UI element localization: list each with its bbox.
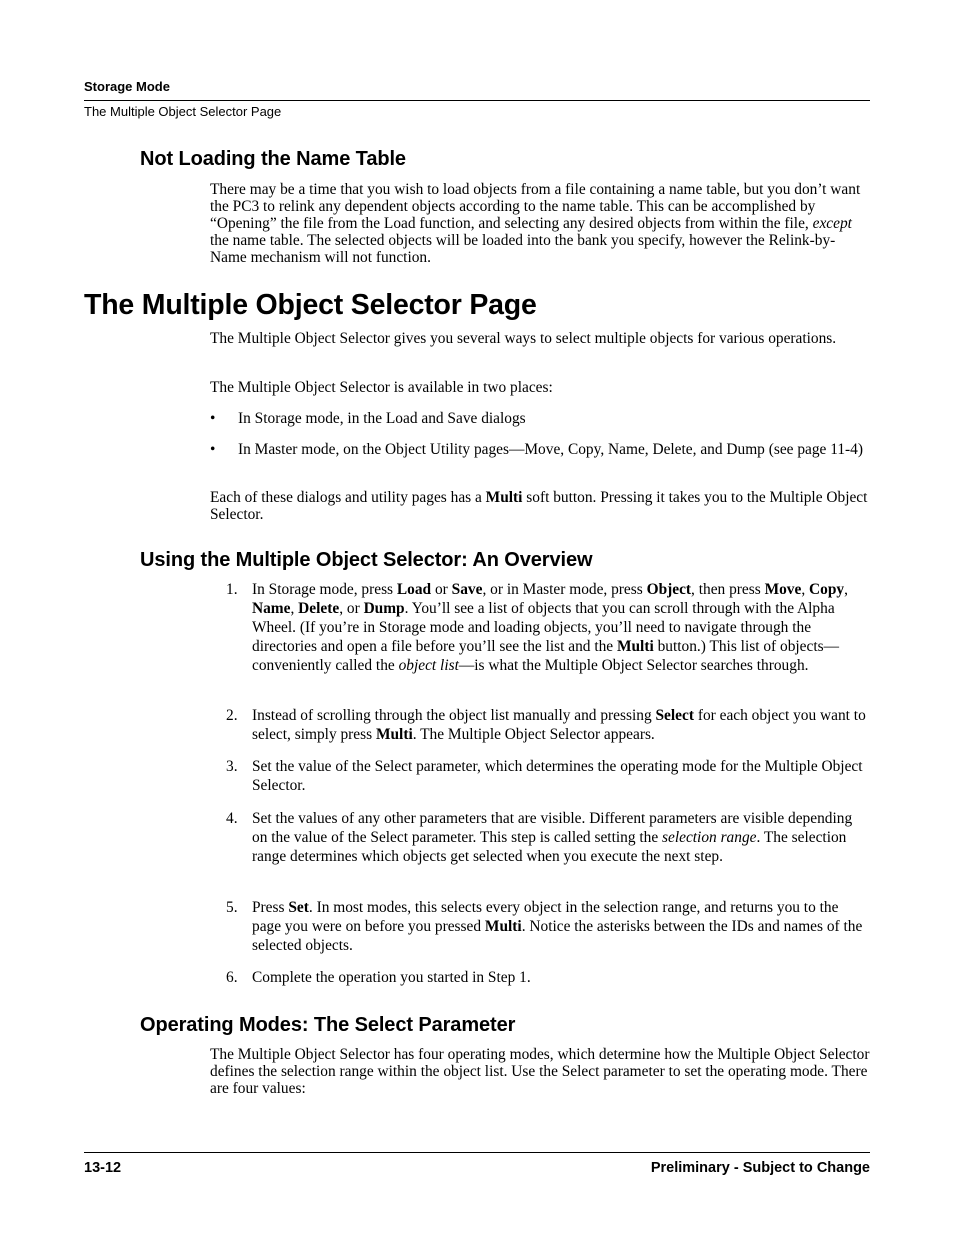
bold-term: Load: [396, 581, 432, 598]
running-footer: [84, 1152, 870, 1182]
text-span: , or: [339, 600, 364, 617]
text-span: . In most modes, this selects every object in the selection range, and returns you to the page you were on before you pressed: [252, 899, 839, 935]
text-span: Instead of scrolling through the object list manually and pressing: [252, 707, 656, 724]
bold-term: Save: [451, 581, 483, 598]
paragraph-multi-button: [210, 489, 870, 523]
heading-overview: Using the Multiple Object Selector: An Overview: [140, 549, 593, 571]
text-span: Each of these dialogs and utility pages has a: [210, 489, 486, 506]
bold-term: Multi: [616, 638, 654, 655]
emphasis: object list: [398, 657, 459, 674]
emphasis: selection range: [662, 829, 757, 846]
bold-term: Multi: [485, 489, 523, 506]
text-span: . You’ll see a list of objects that you can scroll through with the Alpha Wheel. (If you’re in Storage mode and loading objects, you’ll need to navigate through the directories and open a file before you’ll see the list and the: [252, 600, 835, 655]
page-number: 13-12: [84, 1160, 122, 1176]
heading-not-loading-name-table: Not Loading the Name Table: [140, 148, 406, 170]
bold-term: Select: [655, 707, 694, 724]
text-span: soft button. Pressing it takes you to the Multiple Object Selector.: [210, 489, 868, 523]
footer-note: Preliminary - Subject to Change: [650, 1160, 870, 1176]
paragraph-intro: The Multiple Object Selector gives you several ways to select multiple objects for various operations.: [210, 330, 837, 347]
paragraph-operating-modes: The Multiple Object Selector has four operating modes, which determine how the Multiple Object Selector defines the selection range within the object list. Use the Select parameter to set the operating mode. There are four values:: [210, 1046, 870, 1097]
step-number: 6.: [226, 969, 238, 986]
step-number: 4.: [226, 810, 238, 827]
section-title: The Multiple Object Selector Page: [84, 104, 282, 119]
paragraph-name-table: [210, 181, 870, 266]
text-span: the name table. The selected objects will be loaded into the bank you specify, however the Relink-by-Name mechanism will not function.: [210, 232, 836, 266]
emphasis: except: [812, 215, 852, 232]
footer-row: [84, 1160, 870, 1182]
bullet-marker: •: [210, 410, 216, 427]
bold-term: Dump: [363, 600, 405, 617]
step-number: 5.: [226, 899, 238, 916]
text-span: or: [431, 581, 452, 598]
footer-rule: [84, 1152, 870, 1153]
bold-term: Object: [646, 581, 692, 598]
paragraph-available: The Multiple Object Selector is available in two places:: [210, 379, 553, 396]
text-span: . The Multiple Object Selector appears.: [412, 726, 655, 743]
bold-term: Set: [288, 899, 309, 916]
text-span: for each object you want to select, simply press: [252, 707, 866, 743]
text-span: ,: [844, 581, 848, 598]
step-text: [252, 580, 870, 675]
heading-operating-modes: Operating Modes: The Select Parameter: [140, 1014, 516, 1036]
text-span: There may be a time that you wish to load objects from a file containing a name table, but you don’t want the PC3 to relink any dependent objects according to the name table. This can be accomplished by “Opening” the file from the Load function, and selecting any desired objects from within the file,: [210, 181, 861, 232]
text-span: Press: [252, 899, 289, 916]
text-span: button.) This list of objects—conveniently called the: [252, 638, 839, 674]
chapter-title: Storage Mode: [84, 79, 170, 94]
bold-term: Move: [764, 581, 802, 598]
step-text: [252, 809, 870, 866]
bold-term: Delete: [298, 600, 340, 617]
bullet-marker: •: [210, 441, 216, 458]
running-header: [84, 78, 870, 121]
text-span: . Notice the asterisks between the IDs and names of the selected objects.: [252, 918, 863, 954]
bold-term: Multi: [484, 918, 522, 935]
text-span: In Storage mode, press: [252, 581, 397, 598]
text-span: , then press: [691, 581, 765, 598]
step-text: Set the value of the Select parameter, which determines the operating mode for the Multiple Object Selector.: [252, 758, 863, 794]
text-span: ,: [290, 600, 299, 617]
heading-multiple-object-selector-page: The Multiple Object Selector Page: [84, 289, 537, 321]
step-number: 1.: [226, 581, 238, 598]
text-span: ,: [801, 581, 810, 598]
header-rule: [84, 100, 870, 101]
step-text: [252, 898, 870, 955]
bullet-text: In Master mode, on the Object Utility pages—Move, Copy, Name, Delete, and Dump (see page 11-4): [238, 441, 864, 458]
step-number: 2.: [226, 707, 238, 724]
bold-term: Copy: [809, 581, 845, 598]
step-text: Complete the operation you started in Step 1.: [252, 969, 531, 986]
bullet-text: In Storage mode, in the Load and Save dialogs: [238, 410, 526, 427]
text-span: . The selection range determines which objects get selected when you execute the next step.: [252, 829, 847, 865]
step-number: 3.: [226, 758, 238, 775]
bold-term: Multi: [375, 726, 413, 743]
bold-term: Name: [252, 600, 291, 617]
step-text: [252, 706, 870, 744]
text-span: , or in Master mode, press: [482, 581, 647, 598]
text-span: Set the values of any other parameters that are visible. Different parameters are visible depending on the value of the Select parameter. This step is called setting the: [252, 810, 853, 846]
text-span: —is what the Multiple Object Selector searches through.: [458, 657, 809, 674]
